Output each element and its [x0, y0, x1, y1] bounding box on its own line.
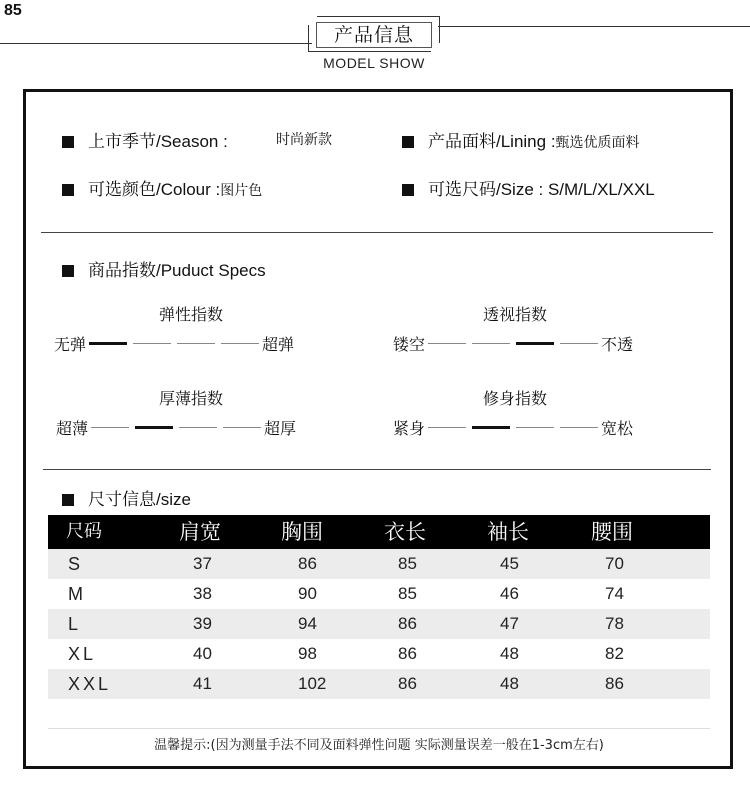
measure-cell: 86 [298, 554, 317, 573]
measure-cell: 98 [298, 644, 317, 663]
size-row [402, 175, 655, 200]
spec-left-label: 无弹 [54, 335, 87, 354]
spec-segment [133, 343, 171, 344]
measure-cell: 37 [193, 554, 212, 573]
spec-title-elasticity: 弹性指数 [158, 305, 223, 324]
spec-right-label: 不透 [601, 335, 634, 354]
season-label: 上市季节/Season : [88, 132, 228, 151]
spec-segment [179, 427, 217, 428]
spec-segment [91, 427, 129, 428]
measure-cell: 78 [605, 614, 624, 633]
bullet-square-icon [402, 136, 414, 148]
footnote-rule [48, 728, 710, 729]
table-row [48, 639, 710, 669]
header-line-right [438, 26, 750, 27]
spec-scale-fit [393, 416, 633, 439]
spec-segment [177, 343, 215, 344]
bullet-square-icon [62, 136, 74, 148]
measure-cell: 46 [500, 584, 519, 603]
size-cell: L [68, 614, 82, 634]
spec-segment [135, 426, 173, 429]
measure-cell: 74 [605, 584, 624, 603]
size-title-row [62, 485, 191, 510]
spec-left-label: 超薄 [56, 419, 89, 438]
colour-value: 图片色 [220, 183, 263, 199]
size-table [48, 515, 710, 699]
header-line-left [0, 43, 312, 44]
header-cell: 胸围 [281, 520, 323, 544]
header-cell: 肩宽 [179, 520, 221, 544]
header-cell: 衣长 [384, 520, 426, 544]
measure-cell: 94 [298, 614, 317, 633]
header-cell: 腰围 [591, 520, 633, 544]
specs-title: 商品指数/Puduct Specs [88, 261, 266, 280]
spec-right-label: 超弹 [262, 335, 295, 354]
header-title: 产品信息 [333, 24, 414, 46]
season-value: 时尚新款 [276, 132, 332, 148]
bullet-square-icon [402, 184, 414, 196]
measure-cell: 86 [605, 674, 624, 693]
size-cell: S [68, 554, 84, 574]
spec-scale-thickness [56, 416, 296, 439]
bullet-square-icon [62, 265, 74, 277]
measure-cell: 85 [398, 554, 417, 573]
measure-cell: 41 [193, 674, 212, 693]
table-row [48, 549, 710, 579]
measure-cell: 45 [500, 554, 519, 573]
spec-segment [89, 342, 127, 345]
spec-segment [472, 343, 510, 344]
table-body [48, 549, 710, 699]
spec-right-label: 宽松 [601, 419, 634, 438]
measure-cell: 90 [298, 584, 317, 603]
bullet-square-icon [62, 184, 74, 196]
spec-segment [428, 343, 466, 344]
footnote: 温馨提示:(因为测量手法不同及面料弹性问题 实际测量误差一般在1-3cm左右) [154, 738, 604, 753]
size-cell: XXL [68, 674, 112, 694]
measure-cell: 86 [398, 644, 417, 663]
divider-2 [43, 469, 711, 470]
lining-label: 产品面料/Lining : [428, 132, 556, 151]
spec-title-thickness: 厚薄指数 [158, 389, 223, 408]
measure-cell: 85 [398, 584, 417, 603]
size-cell: M [68, 584, 86, 604]
lining-row [402, 127, 640, 152]
header-subtitle: MODEL SHOW [323, 55, 425, 71]
measure-cell: 86 [398, 614, 417, 633]
colour-row [62, 175, 262, 200]
spec-segment [516, 427, 554, 428]
measure-cell: 82 [605, 644, 624, 663]
spec-segment [428, 427, 466, 428]
season-row [62, 127, 228, 152]
colour-label: 可选颜色/Colour : [88, 180, 221, 199]
spec-segment [516, 342, 554, 345]
measure-cell: 48 [500, 644, 519, 663]
measure-cell: 48 [500, 674, 519, 693]
table-row [48, 669, 710, 699]
measure-cell: 47 [500, 614, 519, 633]
spec-left-label: 紧身 [393, 419, 426, 438]
size-cell: XL [68, 644, 97, 664]
lining-value: 甄选优质面料 [555, 135, 640, 151]
spec-segment [560, 427, 598, 428]
spec-scale-elasticity [54, 332, 294, 355]
measure-cell: 38 [193, 584, 212, 603]
spec-segment [472, 426, 510, 429]
spec-title-fit: 修身指数 [482, 389, 547, 408]
spec-left-label: 镂空 [393, 335, 426, 354]
size-label: 可选尺码/Size : S/M/L/XL/XXL [428, 180, 655, 199]
spec-right-label: 超厚 [264, 419, 297, 438]
measure-cell: 86 [398, 674, 417, 693]
spec-scale-transparency [393, 332, 633, 355]
spec-segment [560, 343, 598, 344]
header-cell: 尺码 [66, 521, 102, 542]
page-number: 85 [4, 2, 22, 19]
size-table-title: 尺寸信息/size [88, 490, 191, 509]
measure-cell: 39 [193, 614, 212, 633]
divider-1 [41, 232, 713, 233]
measure-cell: 70 [605, 554, 624, 573]
header-cell: 袖长 [487, 520, 529, 544]
measure-cell: 40 [193, 644, 212, 663]
table-row [48, 579, 710, 609]
spec-segment [221, 343, 259, 344]
measure-cell: 102 [298, 674, 327, 693]
table-header [48, 515, 710, 549]
spec-title-transparency: 透视指数 [482, 305, 547, 324]
table-row [48, 609, 710, 639]
spec-segment [223, 427, 261, 428]
specs-title-row [62, 256, 266, 281]
bullet-square-icon [62, 494, 74, 506]
